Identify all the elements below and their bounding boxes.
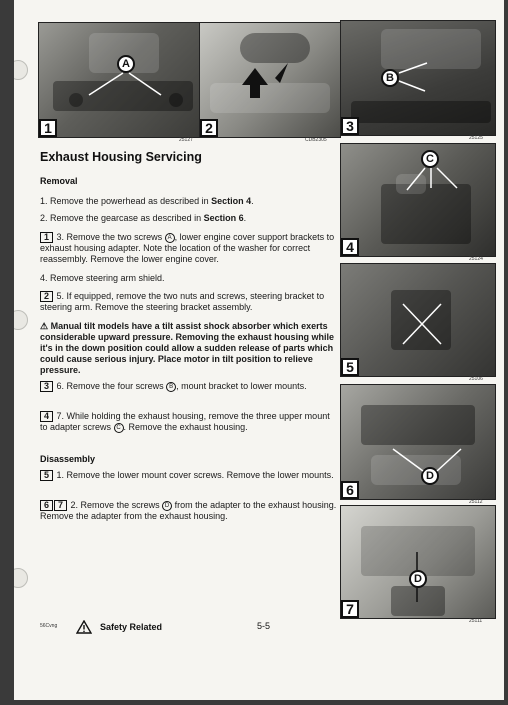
figure-1-photo [38, 22, 208, 138]
warning-triangle-icon [76, 620, 92, 634]
removal-step-1: 1. Remove the powerhead as described in Section 4. [40, 196, 254, 206]
callout-arrows [341, 21, 495, 135]
punch-hole [14, 568, 28, 588]
figure-4-photo [340, 143, 496, 257]
callout-c: C [421, 150, 439, 168]
warning-text: ⚠ Manual tilt models have a tilt assist shock absorber which exerts considerable upward pressure. Removing the exhaust housing while it's in the down position could allow a sudden release of parts which could cause serious injury. Place motor in tilt position to relieve pressure. [40, 321, 335, 375]
punch-hole [14, 310, 28, 330]
callout-a: A [117, 55, 135, 73]
figure-number: 1 [39, 119, 57, 137]
figure-number: 2 [200, 119, 218, 137]
figure-6-photo [340, 384, 496, 500]
disassembly-step-2: 6 7 2. Remove the screws D from the adapter to the exhaust housing. Remove the adapter from the exhaust housing. [40, 500, 337, 521]
disassembly-step-1: 5 1. Remove the lower mount cover screws. Remove the lower mounts. [40, 470, 338, 481]
removal-step-3: 1 3. Remove the two screws A , lower engine cover support brackets to exhaust housing adapter. Note the location of the washer for correct reassembly. Remove the lower engine cover. [40, 232, 335, 264]
page-title: Exhaust Housing Servicing [40, 150, 202, 164]
disassembly-heading: Disassembly [40, 454, 96, 464]
figure-number: 4 [341, 238, 359, 256]
removal-step-2: 2. Remove the gearcase as described in Section 6. [40, 213, 247, 223]
callout-arrows [341, 385, 495, 499]
warning-icon: ⚠ [40, 321, 49, 331]
removal-step-4: 4. Remove steering arm shield. [40, 273, 165, 283]
footer-code: 56Cvng [40, 623, 58, 629]
figure-code: 25112 [469, 499, 483, 505]
manual-page [14, 0, 504, 700]
figure-number: 6 [341, 481, 359, 499]
figure-code: 25106 [469, 376, 483, 382]
figure-7-photo [340, 505, 496, 619]
removal-heading: Removal [40, 176, 78, 186]
page-number: 5-5 [257, 621, 271, 631]
callout-d: D [421, 467, 439, 485]
callout-arrows [39, 23, 207, 137]
callout-b: B [381, 69, 399, 87]
figure-code: 25127 [179, 137, 193, 143]
callout-arrows [341, 264, 495, 376]
figure-number: 7 [341, 600, 359, 618]
removal-step-6: 3 6. Remove the four screws B , mount bracket to lower mounts. [40, 381, 338, 392]
figure-number: 5 [341, 358, 359, 376]
safety-legend: Safety Related [76, 620, 162, 634]
figure-code: CDB2305 [305, 137, 327, 143]
callout-arrows [341, 506, 495, 618]
figure-code: 25111 [469, 618, 483, 624]
figure-3-photo [340, 20, 496, 136]
removal-step-5: 2 5. If equipped, remove the two nuts and screws, steering bracket to steering arm. Remove the steering bracket assembly. [40, 291, 325, 312]
punch-hole [14, 60, 28, 80]
callout-arrows [341, 144, 495, 256]
arrow-icon [200, 23, 340, 137]
figure-number: 3 [341, 117, 359, 135]
removal-step-7: 4 7. While holding the exhaust housing, remove the three upper mount to adapter screws C . Remove the exhaust housing. [40, 411, 330, 432]
figure-code: 25125 [469, 135, 483, 141]
figure-code: 25124 [469, 256, 483, 262]
figure-5-photo [340, 263, 496, 377]
callout-d: D [409, 570, 427, 588]
figure-2-photo [199, 22, 341, 138]
